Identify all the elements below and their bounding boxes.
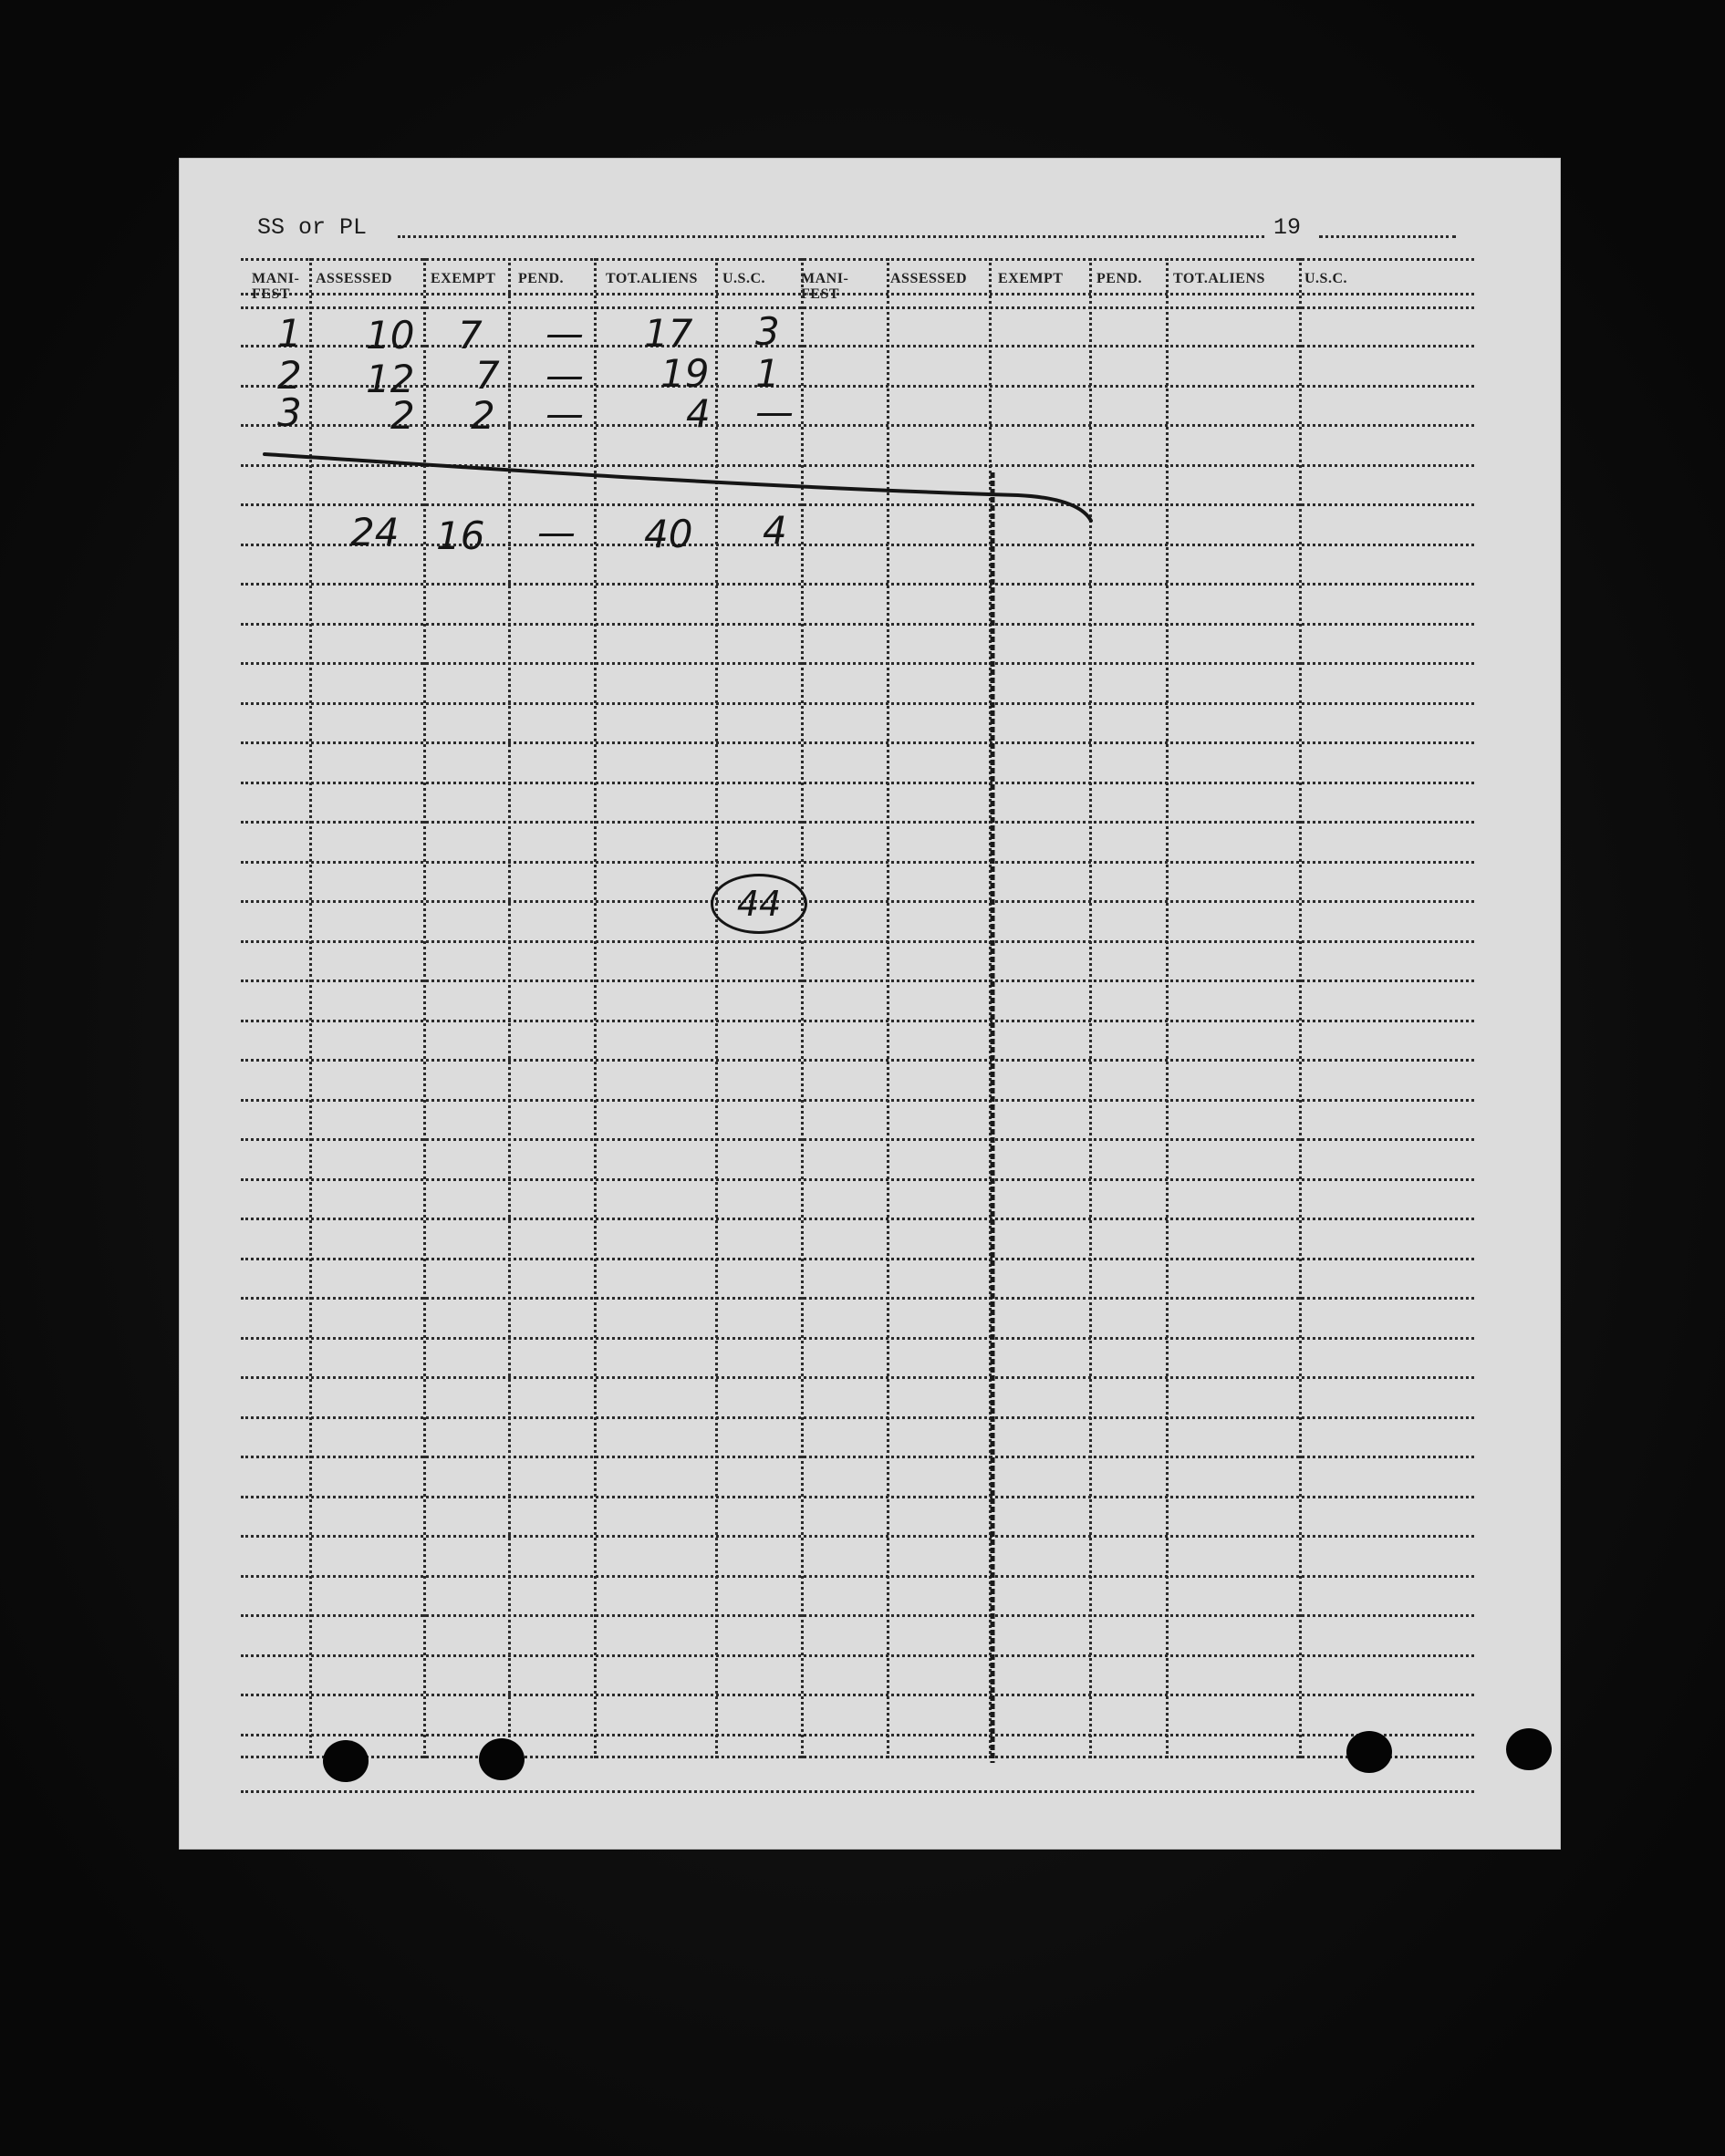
col-exempt-left: EXEMPT bbox=[431, 271, 496, 286]
total-tot-aliens: 40 bbox=[644, 512, 693, 556]
col-usc-left: U.S.C. bbox=[722, 271, 766, 286]
entry-2-manifest: 2 bbox=[277, 353, 302, 398]
col-manifest-right: MANI- FEST bbox=[801, 271, 849, 302]
entry-2-usc: 1 bbox=[755, 351, 780, 396]
col-assessed-right: ASSESSED bbox=[890, 271, 968, 286]
entry-3-pend: — bbox=[546, 391, 584, 436]
entry-2-tot-aliens: 19 bbox=[660, 351, 710, 396]
year-label: 19 bbox=[1273, 214, 1302, 241]
entry-3-exempt: 2 bbox=[471, 393, 495, 438]
col-pend-right: PEND. bbox=[1096, 271, 1143, 286]
entry-1-pend: — bbox=[546, 311, 584, 356]
entry-3-tot-aliens: 4 bbox=[686, 391, 711, 436]
entry-2-assessed: 12 bbox=[366, 357, 415, 401]
entry-3-manifest: 3 bbox=[277, 390, 302, 435]
col-tot-aliens-left: TOT.ALIENS bbox=[606, 271, 698, 286]
entry-1-usc: 3 bbox=[755, 309, 780, 354]
entry-1-tot-aliens: 17 bbox=[644, 311, 693, 356]
col-assessed-left: ASSESSED bbox=[316, 271, 393, 286]
col-exempt-right: EXEMPT bbox=[998, 271, 1064, 286]
ship-label: SS or PL bbox=[257, 214, 368, 241]
entry-3-assessed: 2 bbox=[390, 393, 415, 438]
entry-2-pend: — bbox=[546, 353, 584, 398]
punch-hole bbox=[479, 1738, 525, 1780]
punch-hole bbox=[323, 1740, 369, 1782]
total-pend: — bbox=[537, 510, 576, 555]
entry-1-exempt: 7 bbox=[458, 313, 483, 358]
total-assessed: 24 bbox=[350, 510, 400, 555]
entry-2-exempt: 7 bbox=[475, 353, 500, 398]
circled-total-value: 44 bbox=[736, 884, 782, 924]
col-manifest-left: MANI- FEST bbox=[252, 271, 300, 302]
entry-3-usc: — bbox=[755, 389, 794, 434]
form-sheet bbox=[179, 158, 1561, 1850]
punch-hole bbox=[1506, 1728, 1552, 1770]
sum-underline bbox=[179, 158, 1561, 1850]
col-tot-aliens-right: TOT.ALIENS bbox=[1173, 271, 1265, 286]
punch-hole bbox=[1346, 1731, 1392, 1773]
col-pend-left: PEND. bbox=[518, 271, 565, 286]
entry-1-manifest: 1 bbox=[277, 311, 302, 356]
total-exempt: 16 bbox=[436, 513, 485, 558]
total-usc: 4 bbox=[763, 508, 787, 553]
col-usc-right: U.S.C. bbox=[1304, 271, 1348, 286]
entry-1-assessed: 10 bbox=[366, 313, 415, 358]
